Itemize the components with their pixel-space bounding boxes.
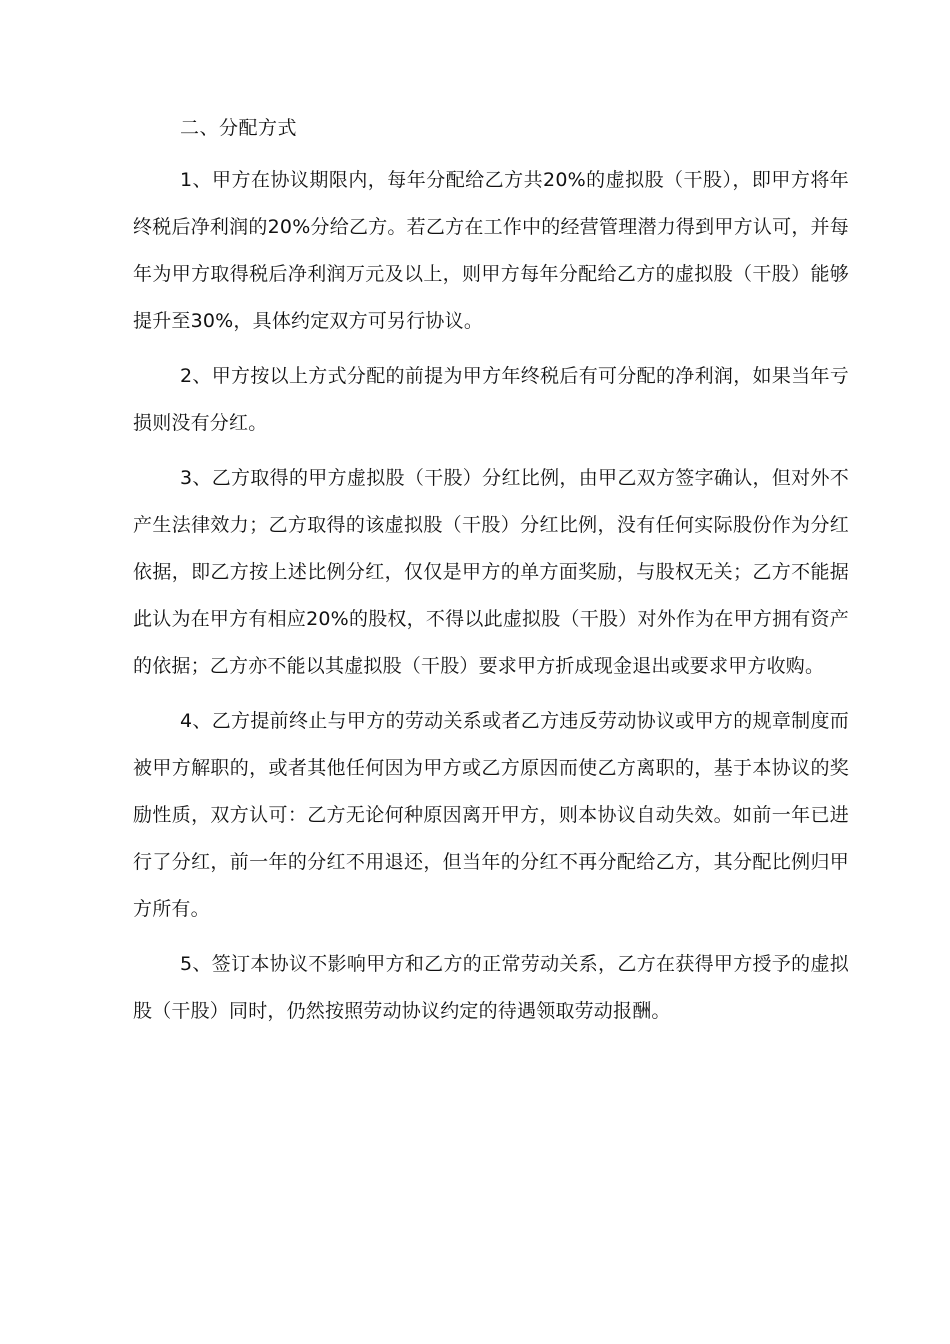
clause-5: 5、签订本协议不影响甲方和乙方的正常劳动关系，乙方在获得甲方授予的虚拟股（干股）同时，仍然按照劳动协议约定的待遇领取劳动报酬。: [133, 953, 849, 1022]
clause-4: 4、乙方提前终止与甲方的劳动关系或者乙方违反劳动协议或甲方的规章制度而被甲方解职的，或者其他任何因为甲方或乙方原因而使乙方离职的，基于本协议的奖励性质，双方认可：乙方无论何种原因离开甲方，则本协议自动失效。如前一年已进行了分红，前一年的分红不用退还，但当年的分红不再分配给乙方，其分配比例归甲方所有。: [133, 710, 849, 920]
clause-2: 2、甲方按以上方式分配的前提为甲方年终税后有可分配的净利润，如果当年亏损则没有分红。: [133, 365, 849, 434]
section-heading: 二、分配方式: [180, 117, 298, 139]
document-body: [133, 112, 849, 1043]
clause-3: 3、乙方取得的甲方虚拟股（干股）分红比例，由甲乙双方签字确认，但对外不产生法律效力；乙方取得的该虚拟股（干股）分红比例，没有任何实际股份作为分红依据，即乙方按上述比例分红，仅仅是甲方的单方面奖励，与股权无关；乙方不能据此认为在甲方有相应20%的股权，不得以此虚拟股（干股）对外作为在甲方拥有资产的依据；乙方亦不能以其虚拟股（干股）要求甲方折成现金退出或要求甲方收购。: [133, 467, 849, 677]
clause-1: 1、甲方在协议期限内，每年分配给乙方共20%的虚拟股（干股），即甲方将年终税后净利润的20%分给乙方。若乙方在工作中的经营管理潜力得到甲方认可，并每年为甲方取得税后净利润万元及以上，则甲方每年分配给乙方的虚拟股（干股）能够提升至30%，具体约定双方可另行协议。: [133, 169, 849, 332]
